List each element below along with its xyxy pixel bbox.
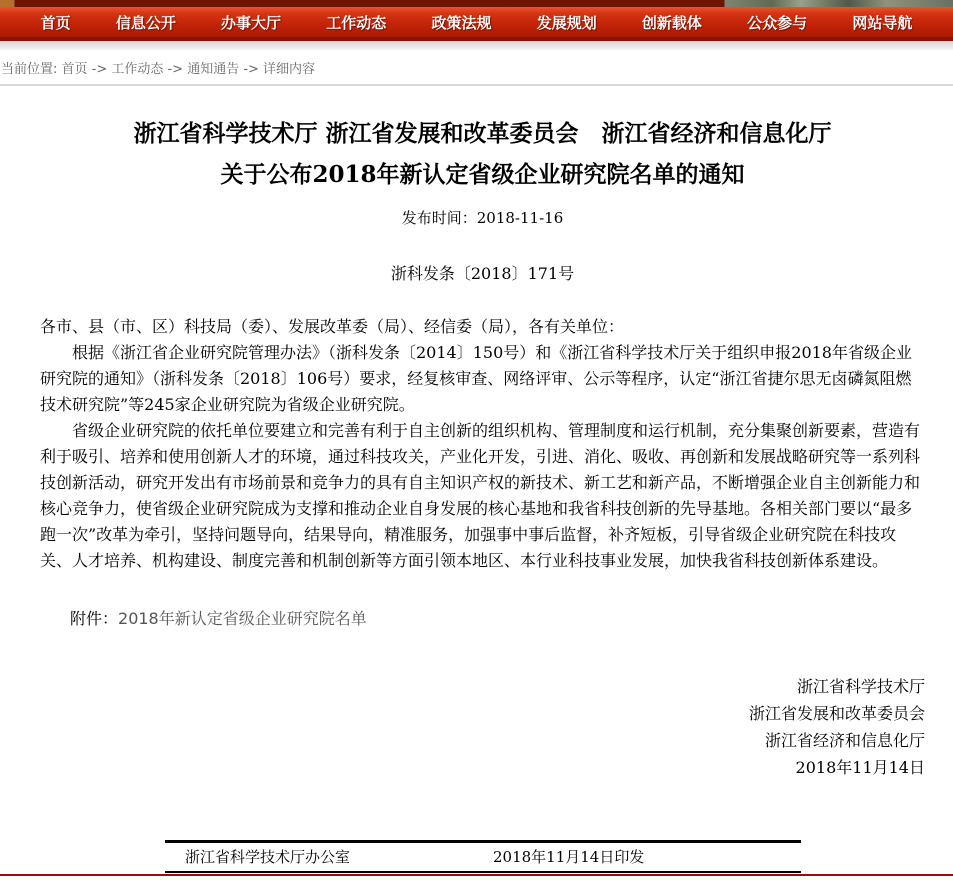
imprint-print-date: 2018年11月14日印发: [493, 848, 645, 866]
signature-agency-3: 浙江省经济和信息化厅: [764, 731, 925, 750]
nav-item-info-disclosure[interactable]: 信息公开: [115, 13, 176, 32]
imprint-table: [165, 840, 801, 873]
attachment-label: 附件：: [70, 609, 119, 628]
paragraph-2: 省级企业研究院的依托单位要建立和完善有利于自主创新的组织机构、管理制度和运行机制，充分集聚创新要素，营造有利于吸引、培养和使用创新人才的环境，通过科技攻关，产业化开发，引进、消化、吸收、再创新和发展战略研究等一系列科技创新活动，研究开发出有市场前景和竞争力的具有自主知识产权的新技术、新工艺和新产品，不断增强企业自主创新能力和核心竞争力，使省级企业研究院成为支撑和推动企业自身发展的核心基地和我省科技创新的先导基地。各相关部门要以“最多跑一次”改革为牵引，坚持问题导向，结果导向，精准服务，加强事中事后监督，补齐短板，引导省级企业研究院在科技攻关、人才培养、机构建设、制度完善和机制创新等方面引领本地区、本行业科技事业发展，加快我省科技创新体系建设。: [40, 421, 921, 570]
imprint-office: 浙江省科学技术厅办公室: [185, 848, 351, 866]
signature-block: [40, 673, 925, 781]
signature-agency-1: 浙江省科学技术厅: [796, 677, 925, 696]
nav-shadow-strip: [0, 41, 953, 50]
article-content: [0, 113, 953, 781]
attachment-line: [70, 606, 925, 629]
nav-item-work-updates[interactable]: 工作动态: [326, 13, 387, 32]
breadcrumb: 当前位置: 首页 -> 工作动态 -> 通知通告 -> 详细内容: [1, 61, 316, 77]
nav-item-innovation-carriers[interactable]: 创新载体: [641, 13, 702, 32]
nav-item-public-participation[interactable]: 公众参与: [747, 13, 808, 32]
document-number: 浙科发条〔2018〕171号: [390, 264, 575, 283]
salutation: 各市、县（市、区）科技局（委）、发展改革委（局）、经信委（局），各有关单位：: [40, 317, 625, 336]
nav-item-policies[interactable]: 政策法规: [431, 13, 492, 32]
page-title-line1: 浙江省科学技术厅 浙江省发展和改革委员会 浙江省经济和信息化厅: [133, 120, 832, 147]
header-photo-strip: [0, 0, 953, 7]
page-bottom-red-rule: [0, 874, 953, 876]
nav-item-site-navigation[interactable]: 网站导航: [852, 13, 913, 32]
page-title-line2: 关于公布2018年新认定省级企业研究院名单的通知: [220, 161, 745, 188]
document-body: [40, 314, 925, 574]
nav-item-development-planning[interactable]: 发展规划: [536, 13, 597, 32]
paragraph-1: 根据《浙江省企业研究院管理办法》（浙科发条〔2014〕150号）和《浙江省科学技术厅关于组织申报2018年省级企业研究院的通知》（浙科发条〔2018〕106号）要求，经复核审查、网络评审、公示等程序，认定“浙江省捷尔思无卤磷氮阻燃技术研究院”等245家企业研究院为省级企业研究院。: [40, 343, 912, 414]
publish-time: 发布时间：2018-11-16: [401, 209, 564, 227]
signature-agency-2: 浙江省发展和改革委员会: [748, 704, 925, 723]
nav-item-service-hall[interactable]: 办事大厅: [221, 13, 282, 32]
attachment-link[interactable]: 2018年新认定省级企业研究院名单: [118, 609, 367, 628]
signature-date: 2018年11月14日: [795, 758, 925, 777]
breadcrumb-bar: [0, 50, 953, 86]
main-navbar: [0, 7, 953, 41]
nav-item-home[interactable]: 首页: [40, 13, 71, 32]
